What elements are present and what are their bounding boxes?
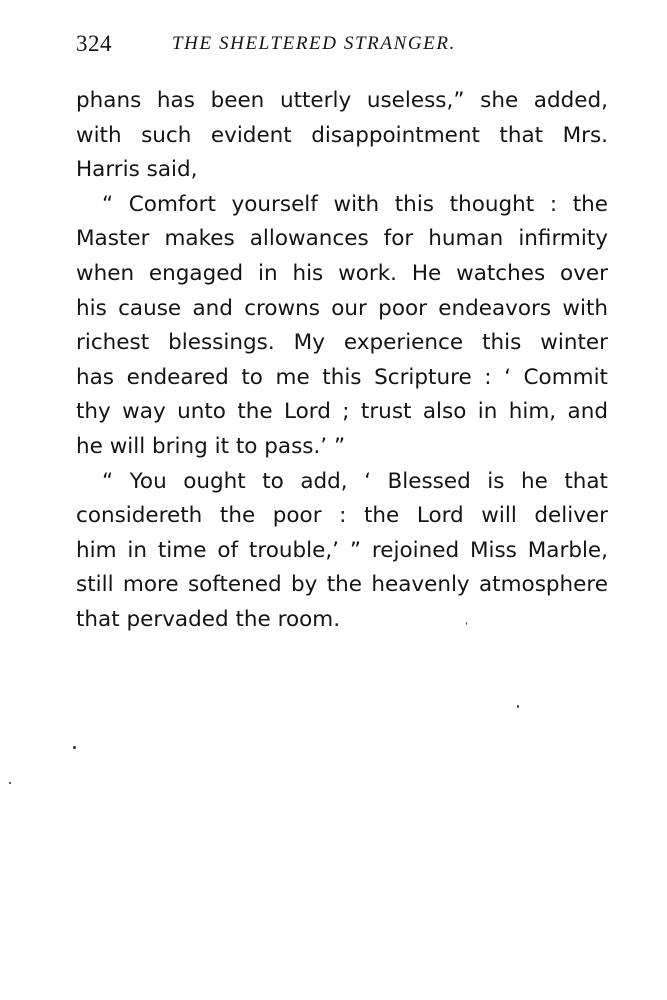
text-line: thy way unto the Lord ; trust also in him, and bbox=[76, 399, 608, 425]
text-line: Master makes allowances for human infirmity bbox=[76, 226, 608, 252]
body-text bbox=[76, 84, 608, 638]
text-line: considereth the poor : the Lord will deliver bbox=[76, 503, 608, 529]
text-line: has endeared to me this Scripture : ‘ Commit bbox=[76, 364, 608, 390]
text-line: Harris said, bbox=[76, 157, 198, 183]
text-line: with such evident disappointment that Mrs. bbox=[76, 122, 608, 148]
text-line: him in time of trouble,’ ” rejoined Miss Marble, bbox=[76, 537, 608, 563]
text-line: richest blessings. My experience this winter bbox=[76, 330, 608, 356]
paragraph-start-line: “ You ought to add, ‘ Blessed is he that bbox=[102, 468, 608, 494]
text-line: that pervaded the room. bbox=[76, 606, 341, 632]
print-speck bbox=[517, 705, 519, 708]
print-speck bbox=[466, 622, 467, 625]
page-number: 324 bbox=[76, 31, 112, 56]
text-line: still more softened by the heavenly atmosphere bbox=[76, 572, 608, 598]
paragraph-start-line: “ Comfort yourself with this thought : the bbox=[102, 191, 608, 217]
text-line: phans has been utterly useless,” she added, bbox=[76, 88, 608, 113]
running-title: THE SHELTERED STRANGER. bbox=[172, 33, 456, 54]
text-line: his cause and crowns our poor endeavors with bbox=[76, 295, 608, 321]
print-speck bbox=[9, 782, 11, 784]
page-header bbox=[76, 31, 608, 61]
text-line: he will bring it to pass.’ ” bbox=[76, 433, 346, 459]
print-speck bbox=[73, 746, 76, 749]
text-line: when engaged in his work. He watches over bbox=[76, 260, 608, 286]
